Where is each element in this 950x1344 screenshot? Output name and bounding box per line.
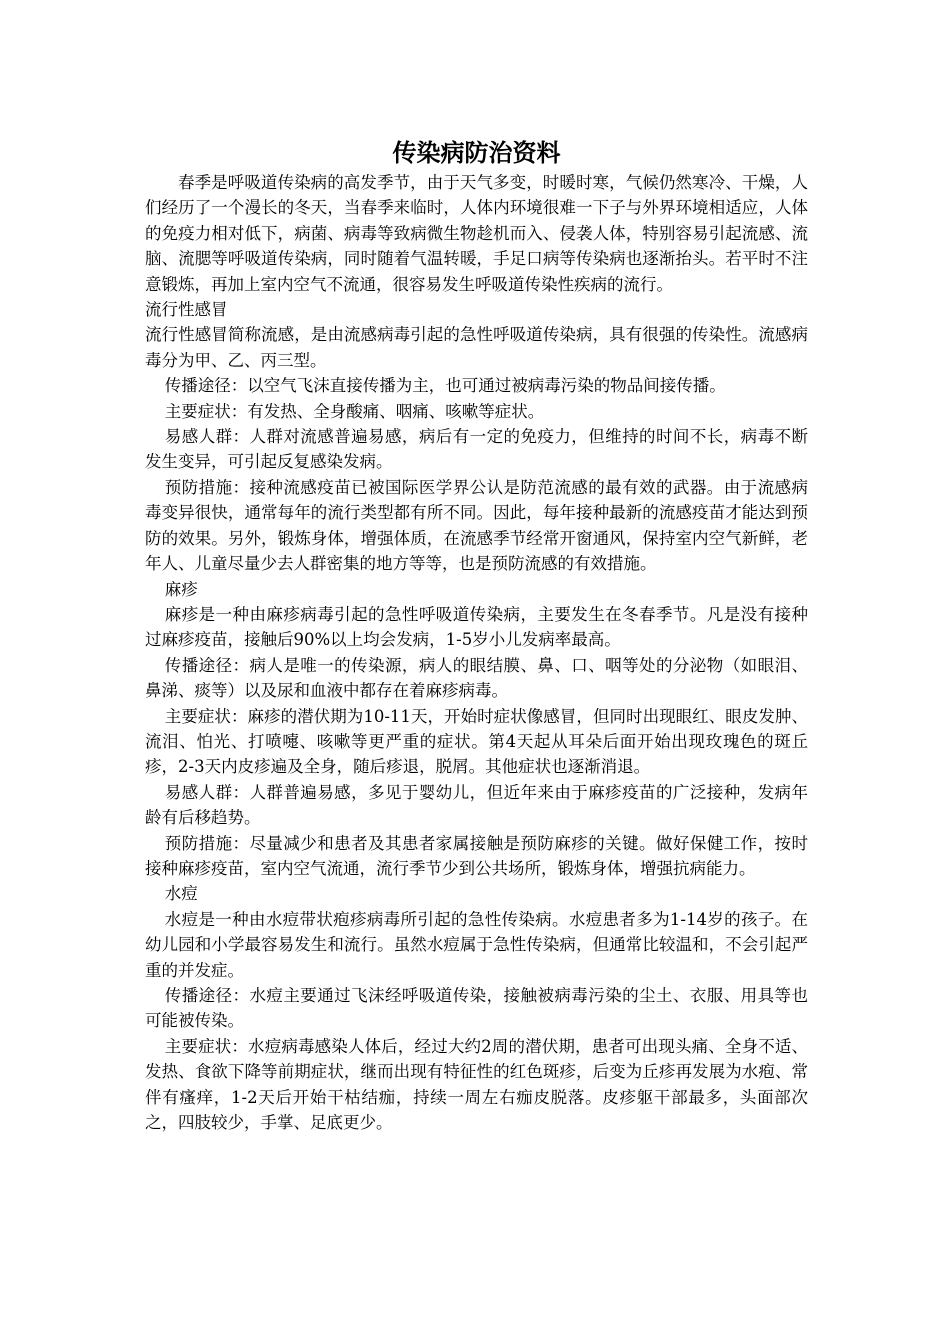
flu-definition: 流行性感冒简称流感，是由流感病毒引起的急性呼吸道传染病，具有很强的传染性。流感病毒分为甲、乙、丙三型。 <box>145 325 808 370</box>
measles-susceptible: 易感人群：人群普遍易感，多见于婴幼儿，但近年来由于麻疹疫苗的广泛接种，发病年龄有后移趋势。 <box>145 782 808 828</box>
flu-prevention: 预防措施：接种流感疫苗已被国际医学界公认是防范流感的最有效的武器。由于流感病毒变异很快，通常每年的流行类型都有所不同。因此，每年接种最新的流感疫苗才能达到预防的效果。另外，锻炼身体，增强体质，在流感季节经常开窗通风，保持室内空气新鲜，老年人、儿童尽量少去人群密集的地方等等，也是预防流感的有效措施。 <box>145 477 808 574</box>
document-page <box>145 128 808 1135</box>
chickenpox-definition: 水痘是一种由水痘带状疱疹病毒所引起的急性传染病。水痘患者多为1-14岁的孩子。在幼儿园和小学最容易发生和流行。虽然水痘属于急性传染病，但通常比较温和，不会引起严重的并发症。 <box>145 909 808 980</box>
flu-heading: 流行性感冒 <box>145 300 228 320</box>
measles-symptoms: 主要症状：麻疹的潜伏期为10-11天，开始时症状像感冒，但同时出现眼红、眼皮发肿、流泪、怕光、打喷嚏、咳嗽等更严重的症状。第4天起从耳朵后面开始出现玫瑰色的斑丘疹，2-3天内皮疹遍及全身，随后疹退，脱屑。其他症状也逐渐消退。 <box>145 706 808 777</box>
measles-definition: 麻疹是一种由麻疹病毒引起的急性呼吸道传染病，主要发生在冬春季节。凡是没有接种过麻疹疫苗，接触后90%以上均会发病，1-5岁小儿发病率最高。 <box>145 604 808 650</box>
intro-paragraph: 春季是呼吸道传染病的高发季节，由于天气多变，时暖时寒，气候仍然寒冷、干燥，人们经历了一个漫长的冬天，当春季来临时，人体内环境很难一下子与外界环境相适应，人体的免疫力相对低下，病菌、病毒等致病微生物趁机而入、侵袭人体，特别容易引起流感、流脑、流腮等呼吸道传染病，同时随着气温转暖，手足口病等传染病也逐渐抬头。若平时不注意锻炼，再加上室内空气不流通，很容易发生呼吸道传染性疾病的流行。 <box>145 173 808 294</box>
chickenpox-symptoms: 主要症状：水痘病毒感染人体后，经过大约2周的潜伏期，患者可出现头痛、全身不适、发热、食欲下降等前期症状，继而出现有特征性的红色斑疹，后变为丘疹再发展为水疱、常伴有瘙痒，1-2天后开始干枯结痂，持续一周左右痂皮脱落。皮疹躯干部最多，头面部次之，四肢较少，手掌、足底更少。 <box>145 1036 808 1133</box>
measles-route: 传播途径：病人是唯一的传染源，病人的眼结膜、鼻、口、咽等处的分泌物（如眼泪、鼻涕、痰等）以及尿和血液中都存在着麻疹病毒。 <box>145 655 808 701</box>
measles-heading: 麻疹 <box>164 579 198 599</box>
measles-prevention: 预防措施：尽量减少和患者及其患者家属接触是预防麻疹的关键。做好保健工作，按时接种麻疹疫苗，室内空气流通，流行季节少到公共场所，锻炼身体，增强抗病能力。 <box>145 833 808 878</box>
document-title: 传染病防治资料 <box>392 139 561 167</box>
flu-route: 传播途径：以空气飞沫直接传播为主，也可通过被病毒污染的物品间接传播。 <box>164 376 726 396</box>
chickenpox-heading: 水痘 <box>164 884 198 904</box>
flu-susceptible: 易感人群：人群对流感普遍易感，病后有一定的免疫力，但维持的时间不长，病毒不断发生变异，可引起反复感染发病。 <box>145 427 808 472</box>
chickenpox-route: 传播途径：水痘主要通过飞沫经呼吸道传染，接触被病毒污染的尘土、衣服、用具等也可能被传染。 <box>145 986 808 1031</box>
flu-symptoms: 主要症状：有发热、全身酸痛、咽痛、咳嗽等症状。 <box>164 401 545 421</box>
